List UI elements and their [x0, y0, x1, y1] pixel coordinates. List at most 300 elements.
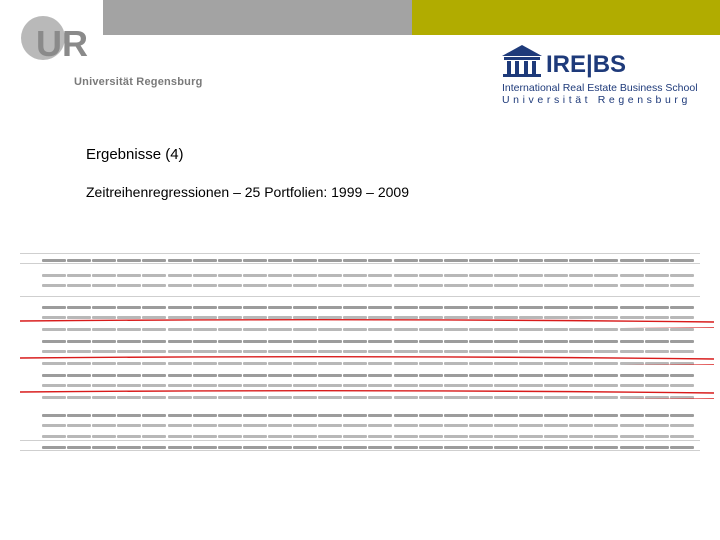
table-cell: [67, 284, 91, 287]
table-cell: [117, 328, 141, 331]
table-cell: [469, 374, 493, 377]
table-cell: [670, 414, 694, 417]
table-cell: [594, 274, 618, 277]
table-cell: [594, 259, 618, 262]
table-cell: [142, 340, 166, 343]
table-cell: [142, 306, 166, 309]
table-cell: [168, 374, 192, 377]
table-cell: [193, 328, 217, 331]
table-cell: [42, 424, 66, 427]
table-cell: [67, 435, 91, 438]
table-row: [20, 336, 700, 346]
table-cell: [645, 446, 669, 449]
table-cell: [268, 306, 292, 309]
table-cell: [444, 274, 468, 277]
table-cell: [519, 384, 543, 387]
table-cell: [394, 306, 418, 309]
red-highlight-line: [18, 318, 716, 328]
table-cell: [343, 446, 367, 449]
table-cell: [343, 435, 367, 438]
table-cell: [620, 374, 644, 377]
table-cell: [494, 284, 518, 287]
table-cell: [243, 340, 267, 343]
table-cell: [168, 284, 192, 287]
table-cell: [42, 446, 66, 449]
table-cell: [218, 340, 242, 343]
table-cell: [469, 435, 493, 438]
table-cell: [368, 306, 392, 309]
table-row: [20, 410, 700, 420]
table-cell: [318, 446, 342, 449]
table-cell: [544, 414, 568, 417]
table-cell: [42, 259, 66, 262]
table-cell: [92, 328, 116, 331]
table-cell: [193, 424, 217, 427]
table-cell: [519, 274, 543, 277]
table-cell: [268, 259, 292, 262]
table-row: [20, 255, 700, 265]
table-cell: [620, 414, 644, 417]
table-cell: [142, 350, 166, 353]
table-cell: [218, 414, 242, 417]
table-cell: [569, 340, 593, 343]
table-cell: [218, 274, 242, 277]
table-cell: [494, 414, 518, 417]
university-name: Universität Regensburg: [74, 76, 203, 88]
table-cell: [168, 350, 192, 353]
table-cell: [142, 374, 166, 377]
table-cell: [544, 350, 568, 353]
table-cell: [168, 424, 192, 427]
table-cell: [620, 435, 644, 438]
table-cell: [142, 328, 166, 331]
red-highlight-line: [18, 389, 716, 399]
table-rule: [20, 253, 700, 254]
slide-subtitle: Zeitreihenregressionen – 25 Portfolien: 1999 – 2009: [86, 184, 409, 200]
table-cell: [368, 374, 392, 377]
table-cell: [569, 259, 593, 262]
table-cell: [343, 384, 367, 387]
table-cell: [645, 424, 669, 427]
table-cell: [142, 384, 166, 387]
table-cell: [193, 374, 217, 377]
table-cell: [293, 350, 317, 353]
table-cell: [419, 284, 443, 287]
table-cell: [494, 340, 518, 343]
table-cell: [343, 374, 367, 377]
table-cell: [318, 424, 342, 427]
table-cell: [494, 424, 518, 427]
table-cell: [193, 274, 217, 277]
table-cell: [243, 446, 267, 449]
table-cell: [42, 384, 66, 387]
table-cell: [594, 424, 618, 427]
table-cell: [293, 384, 317, 387]
table-cell: [620, 424, 644, 427]
table-cell: [193, 414, 217, 417]
table-cell: [168, 435, 192, 438]
table-cell: [444, 435, 468, 438]
table-cell: [218, 284, 242, 287]
table-cell: [268, 328, 292, 331]
table-cell: [544, 424, 568, 427]
table-cell: [42, 306, 66, 309]
table-cell: [469, 259, 493, 262]
table-cell: [318, 259, 342, 262]
table-cell: [519, 414, 543, 417]
table-cell: [92, 274, 116, 277]
table-cell: [645, 284, 669, 287]
table-cell: [67, 424, 91, 427]
table-cell: [544, 284, 568, 287]
table-cell: [444, 328, 468, 331]
table-cell: [670, 374, 694, 377]
table-cell: [42, 284, 66, 287]
table-cell: [419, 306, 443, 309]
table-cell: [92, 414, 116, 417]
table-cell: [193, 446, 217, 449]
table-cell: [594, 446, 618, 449]
table-cell: [92, 350, 116, 353]
table-cell: [368, 446, 392, 449]
table-cell: [293, 446, 317, 449]
table-cell: [394, 435, 418, 438]
table-cell: [670, 424, 694, 427]
table-cell: [92, 384, 116, 387]
table-cell: [193, 284, 217, 287]
table-cell: [569, 328, 593, 331]
table-cell: [519, 340, 543, 343]
table-cell: [343, 350, 367, 353]
table-cell: [42, 435, 66, 438]
table-cell: [419, 414, 443, 417]
table-cell: [469, 350, 493, 353]
table-cell: [368, 340, 392, 343]
table-cell: [268, 274, 292, 277]
table-cell: [293, 424, 317, 427]
table-cell: [620, 306, 644, 309]
table-cell: [218, 306, 242, 309]
table-cell: [620, 274, 644, 277]
table-cell: [268, 350, 292, 353]
table-cell: [243, 328, 267, 331]
table-cell: [243, 384, 267, 387]
table-cell: [494, 350, 518, 353]
table-cell: [494, 446, 518, 449]
table-cell: [645, 306, 669, 309]
table-cell: [117, 274, 141, 277]
red-highlight-line: [18, 355, 716, 365]
table-cell: [318, 306, 342, 309]
table-cell: [519, 374, 543, 377]
table-cell: [519, 284, 543, 287]
table-cell: [645, 384, 669, 387]
table-cell: [469, 446, 493, 449]
table-cell: [444, 374, 468, 377]
table-cell: [645, 274, 669, 277]
table-cell: [569, 374, 593, 377]
table-cell: [168, 446, 192, 449]
table-row: [20, 420, 700, 430]
table-cell: [67, 259, 91, 262]
school-university: Universität Regensburg: [502, 94, 691, 106]
table-cell: [343, 340, 367, 343]
table-cell: [519, 306, 543, 309]
table-cell: [117, 259, 141, 262]
table-cell: [645, 350, 669, 353]
table-cell: [92, 424, 116, 427]
table-cell: [368, 259, 392, 262]
table-cell: [494, 435, 518, 438]
table-cell: [92, 284, 116, 287]
table-cell: [218, 374, 242, 377]
table-cell: [469, 384, 493, 387]
table-cell: [67, 340, 91, 343]
table-cell: [117, 284, 141, 287]
table-cell: [92, 374, 116, 377]
table-cell: [670, 284, 694, 287]
table-cell: [343, 306, 367, 309]
table-cell: [243, 424, 267, 427]
table-cell: [142, 414, 166, 417]
table-cell: [544, 259, 568, 262]
table-cell: [318, 340, 342, 343]
table-cell: [243, 306, 267, 309]
table-cell: [368, 328, 392, 331]
table-cell: [117, 435, 141, 438]
table-cell: [620, 340, 644, 343]
table-cell: [117, 384, 141, 387]
table-cell: [318, 350, 342, 353]
table-cell: [569, 435, 593, 438]
table-cell: [117, 350, 141, 353]
table-cell: [218, 424, 242, 427]
table-cell: [142, 446, 166, 449]
table-cell: [268, 414, 292, 417]
table-cell: [419, 374, 443, 377]
table-cell: [92, 446, 116, 449]
table-cell: [168, 274, 192, 277]
table-cell: [318, 414, 342, 417]
table-cell: [318, 374, 342, 377]
table-cell: [394, 384, 418, 387]
table-cell: [67, 274, 91, 277]
table-cell: [243, 374, 267, 377]
table-cell: [670, 306, 694, 309]
table-cell: [645, 414, 669, 417]
table-cell: [117, 424, 141, 427]
table-cell: [343, 328, 367, 331]
table-cell: [645, 328, 669, 331]
table-cell: [494, 306, 518, 309]
table-cell: [92, 340, 116, 343]
table-cell: [318, 328, 342, 331]
table-cell: [117, 446, 141, 449]
table-cell: [368, 414, 392, 417]
table-cell: [142, 284, 166, 287]
table-cell: [268, 435, 292, 438]
table-cell: [42, 328, 66, 331]
table-cell: [519, 446, 543, 449]
table-cell: [268, 446, 292, 449]
table-cell: [42, 414, 66, 417]
table-row: [20, 270, 700, 280]
table-cell: [444, 384, 468, 387]
table-cell: [243, 414, 267, 417]
table-cell: [594, 340, 618, 343]
table-cell: [343, 274, 367, 277]
table-cell: [670, 259, 694, 262]
table-cell: [293, 374, 317, 377]
table-cell: [243, 274, 267, 277]
table-cell: [594, 435, 618, 438]
table-cell: [419, 435, 443, 438]
table-cell: [193, 340, 217, 343]
table-cell: [444, 446, 468, 449]
table-cell: [519, 328, 543, 331]
table-cell: [519, 435, 543, 438]
table-cell: [544, 446, 568, 449]
header-bar-olive: [412, 0, 720, 35]
table-cell: [469, 328, 493, 331]
table-cell: [670, 274, 694, 277]
table-cell: [67, 374, 91, 377]
table-cell: [670, 435, 694, 438]
table-cell: [268, 340, 292, 343]
table-cell: [569, 284, 593, 287]
table-cell: [670, 384, 694, 387]
table-cell: [218, 446, 242, 449]
table-cell: [117, 306, 141, 309]
table-cell: [394, 374, 418, 377]
school-name: International Real Estate Business School: [502, 82, 698, 94]
table-cell: [670, 350, 694, 353]
table-cell: [594, 328, 618, 331]
table-cell: [519, 259, 543, 262]
table-cell: [444, 350, 468, 353]
table-cell: [268, 424, 292, 427]
table-cell: [544, 374, 568, 377]
table-cell: [544, 274, 568, 277]
table-cell: [394, 328, 418, 331]
table-cell: [293, 306, 317, 309]
table-cell: [469, 306, 493, 309]
table-cell: [142, 259, 166, 262]
table-cell: [67, 328, 91, 331]
table-cell: [494, 328, 518, 331]
table-cell: [594, 306, 618, 309]
table-cell: [218, 350, 242, 353]
table-cell: [243, 259, 267, 262]
table-cell: [343, 424, 367, 427]
table-cell: [117, 414, 141, 417]
table-cell: [117, 340, 141, 343]
table-cell: [218, 259, 242, 262]
table-cell: [168, 384, 192, 387]
table-cell: [168, 414, 192, 417]
table-cell: [193, 435, 217, 438]
table-cell: [494, 259, 518, 262]
table-cell: [469, 414, 493, 417]
table-cell: [620, 328, 644, 331]
table-cell: [92, 306, 116, 309]
table-cell: [193, 384, 217, 387]
table-cell: [569, 446, 593, 449]
table-cell: [594, 414, 618, 417]
table-row: [20, 280, 700, 290]
table-cell: [67, 414, 91, 417]
table-cell: [67, 350, 91, 353]
table-cell: [168, 306, 192, 309]
table-cell: [293, 340, 317, 343]
table-cell: [569, 384, 593, 387]
table-row: [20, 302, 700, 312]
table-cell: [594, 384, 618, 387]
table-cell: [594, 284, 618, 287]
table-cell: [142, 424, 166, 427]
table-cell: [42, 274, 66, 277]
table-cell: [419, 328, 443, 331]
table-cell: [368, 435, 392, 438]
table-cell: [293, 328, 317, 331]
table-cell: [419, 424, 443, 427]
table-cell: [569, 306, 593, 309]
table-cell: [569, 350, 593, 353]
table-cell: [394, 259, 418, 262]
table-cell: [419, 259, 443, 262]
table-cell: [243, 435, 267, 438]
table-cell: [419, 446, 443, 449]
table-cell: [343, 284, 367, 287]
table-cell: [419, 274, 443, 277]
table-cell: [243, 350, 267, 353]
table-cell: [645, 435, 669, 438]
table-cell: [469, 284, 493, 287]
table-cell: [444, 340, 468, 343]
table-cell: [42, 350, 66, 353]
table-cell: [42, 374, 66, 377]
table-rule: [20, 296, 700, 297]
table-cell: [594, 350, 618, 353]
table-cell: [368, 284, 392, 287]
table-cell: [544, 306, 568, 309]
table-row: [20, 370, 700, 380]
table-cell: [394, 340, 418, 343]
table-cell: [193, 259, 217, 262]
table-cell: [569, 414, 593, 417]
table-cell: [343, 259, 367, 262]
table-cell: [544, 384, 568, 387]
table-cell: [419, 384, 443, 387]
table-cell: [168, 328, 192, 331]
table-cell: [569, 424, 593, 427]
table-cell: [544, 340, 568, 343]
table-cell: [620, 259, 644, 262]
table-cell: [394, 284, 418, 287]
table-cell: [444, 306, 468, 309]
table-cell: [343, 414, 367, 417]
table-cell: [494, 384, 518, 387]
table-cell: [394, 274, 418, 277]
table-row: [20, 431, 700, 441]
svg-text:UR: UR: [36, 23, 88, 64]
table-cell: [293, 435, 317, 438]
table-cell: [218, 384, 242, 387]
table-cell: [670, 446, 694, 449]
table-cell: [519, 424, 543, 427]
table-cell: [419, 350, 443, 353]
table-cell: [218, 328, 242, 331]
